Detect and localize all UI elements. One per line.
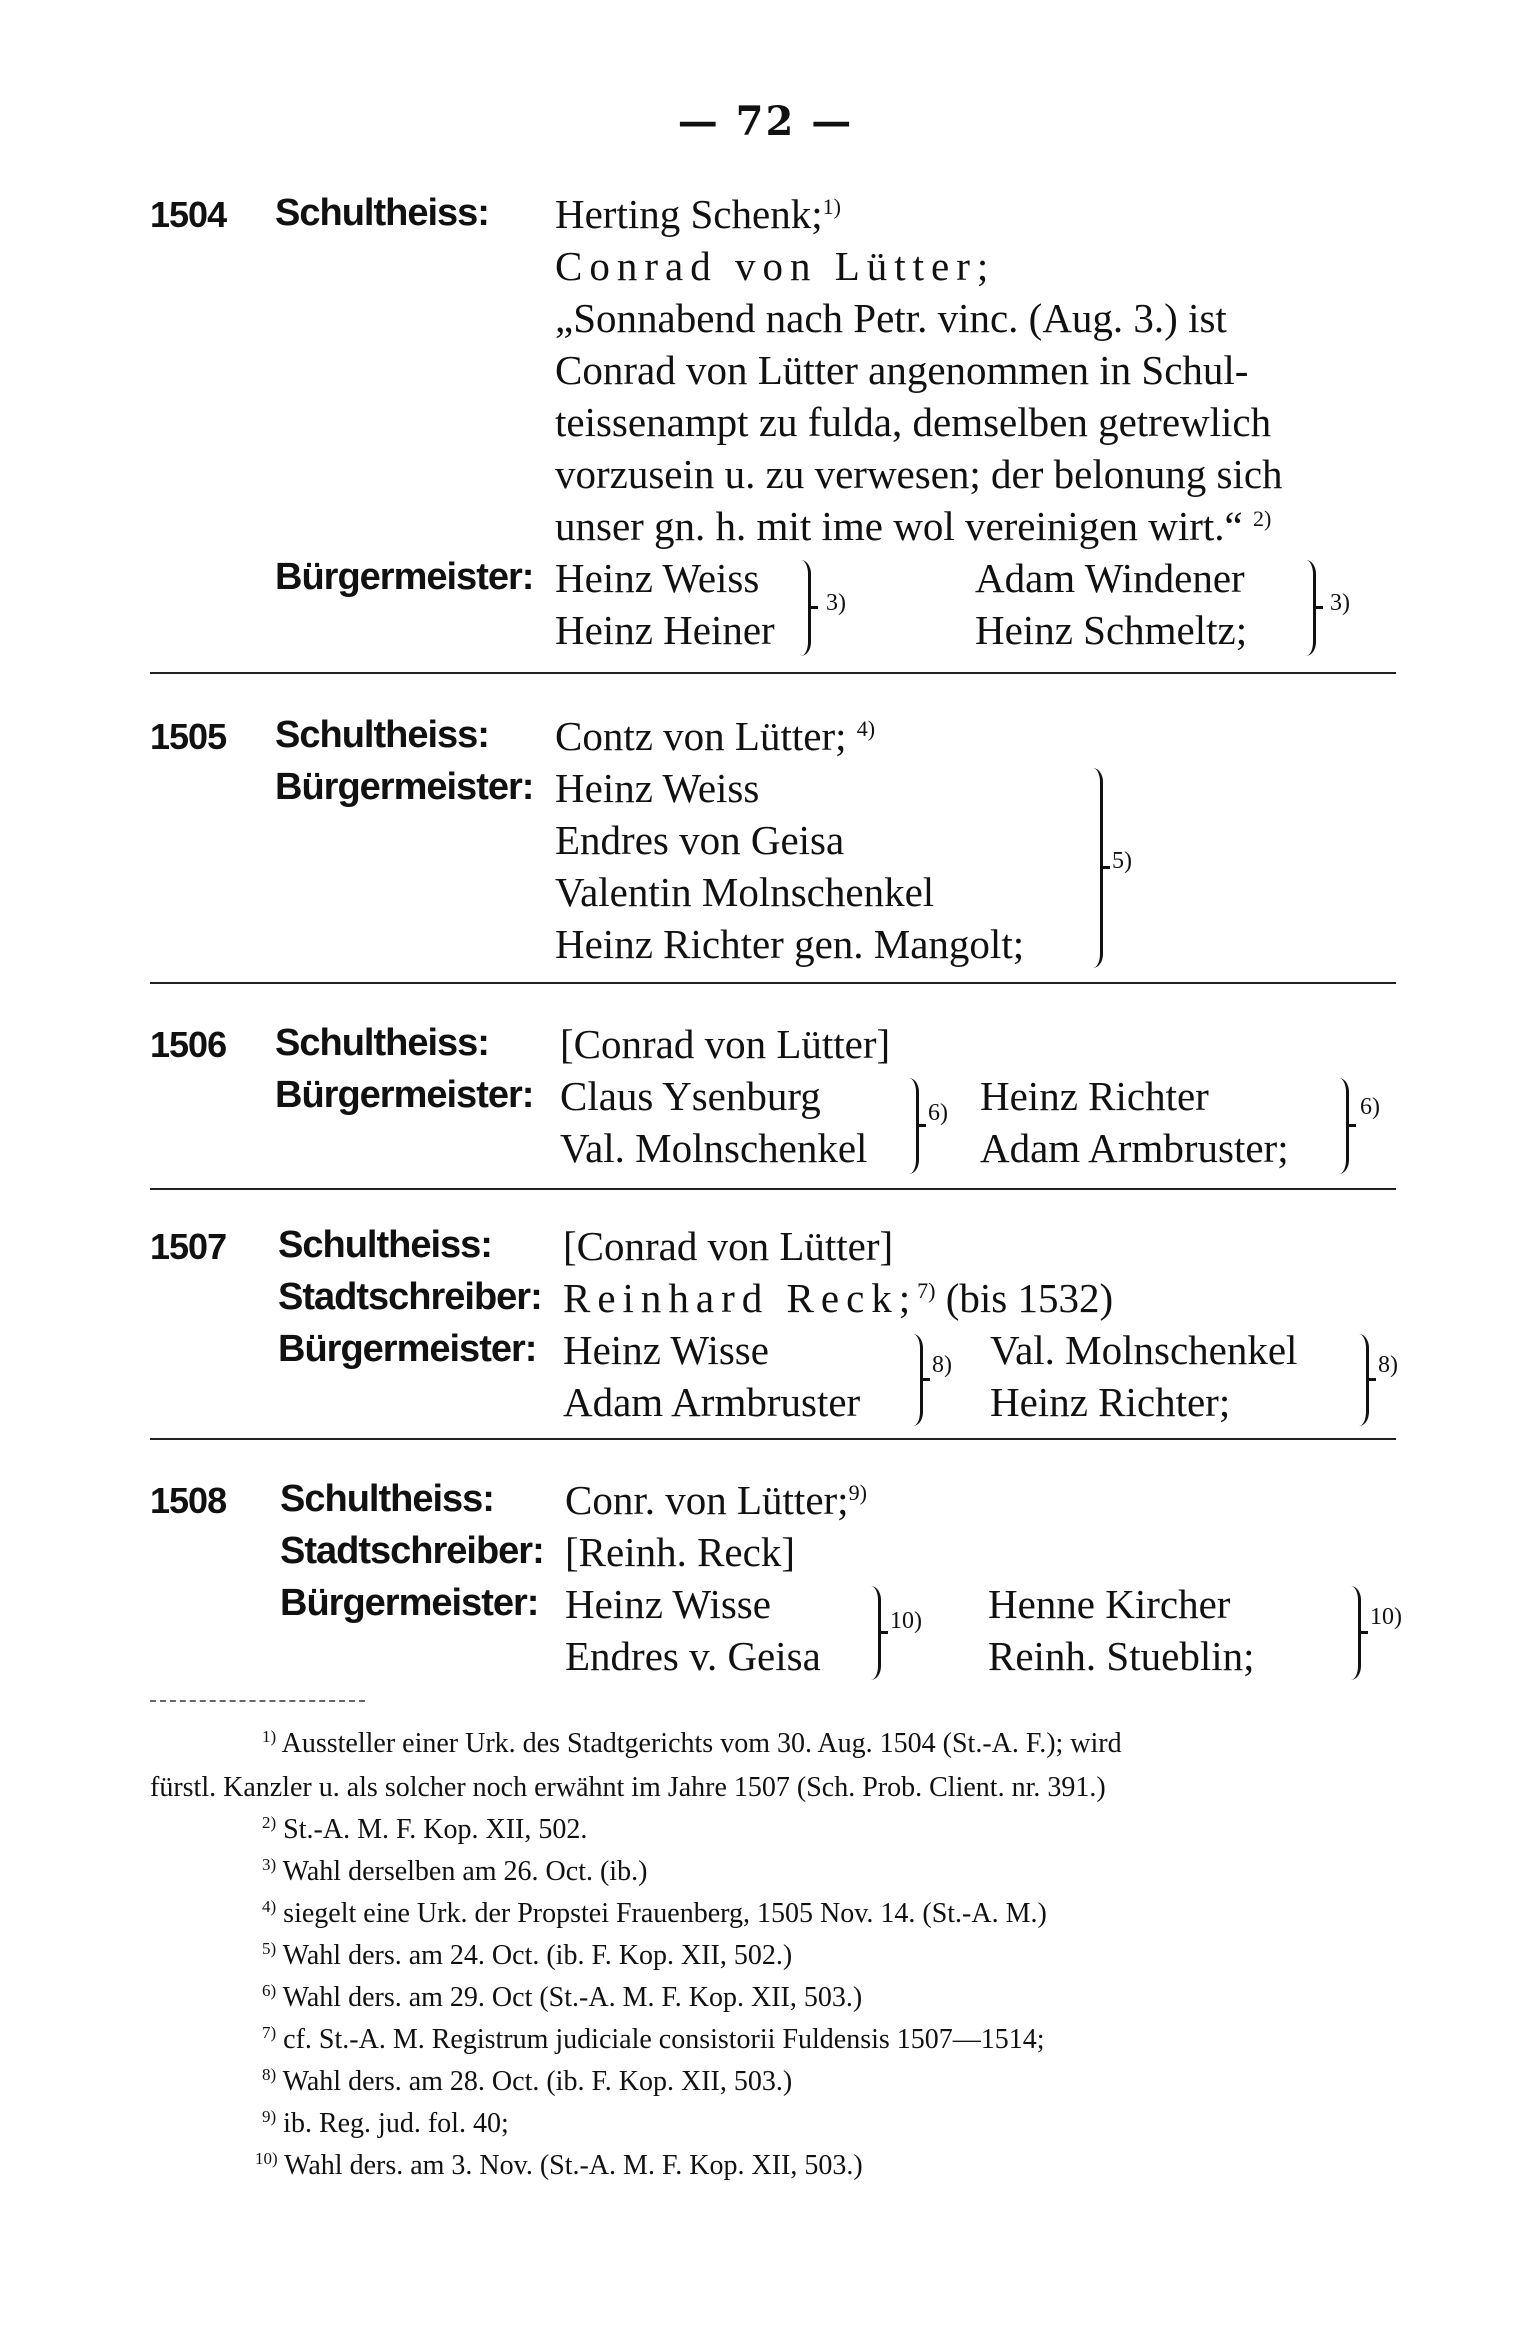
buergermeister-label-1505: Bürgermeister: <box>275 766 534 808</box>
schultheiss-1505: Contz von Lütter; $^{4)}$ <box>555 713 876 759</box>
bm-1507-left-0: Heinz Wisse <box>563 1327 769 1373</box>
footnote-1-cont: fürstl. Kanzler u. als solcher noch erwähnt im Jahre 1507 (Sch. Prob. Client. nr. 391.) <box>150 1772 1106 1803</box>
schultheiss-1507: [Conrad von Lütter] <box>563 1223 894 1269</box>
bm-1506-left-1: Val. Molnschenkel <box>560 1125 868 1171</box>
schultheiss-label-1507: Schultheiss: <box>278 1224 492 1266</box>
buergermeister-label-1507: Bürgermeister: <box>278 1328 537 1370</box>
bm-1508-left-0: Heinz Wisse <box>565 1581 771 1627</box>
schultheiss-1508: Conr. von Lütter;$^{9)}$ <box>565 1477 867 1523</box>
schultheiss-line-1504-0: Herting Schenk;$^{1)}$ <box>555 191 841 237</box>
schultheiss-line-1504-6: unser gn. h. mit ime wol vereinigen wirt.“ $^{2)}$ <box>555 503 1272 549</box>
footnote-5: $^{5)}$ Wahl ders. am 24. Oct. (ib. F. Kop. XII, 502.) <box>262 1939 793 1971</box>
footnote-2: $^{2)}$ St.-A. M. F. Kop. XII, 502. <box>262 1813 588 1845</box>
schultheiss-label-1506: Schultheiss: <box>275 1022 489 1064</box>
note-1504-left: 3) <box>826 590 846 616</box>
schultheiss-line-1504-3: Conrad von Lütter angenommen in Schul- <box>555 347 1249 393</box>
stadtschreiber-1508: [Reinh. Reck] <box>565 1529 795 1575</box>
schultheiss-1506: [Conrad von Lütter] <box>560 1021 891 1067</box>
note-1507-right: 8) <box>1378 1352 1398 1378</box>
brace-1506-left <box>908 1078 919 1174</box>
bm-1504-left-1: Heinz Heiner <box>555 607 775 653</box>
brace-1505 <box>1092 768 1103 968</box>
bm-1505-3: Heinz Richter gen. Mangolt; <box>555 921 1025 967</box>
bm-1507-right-1: Heinz Richter; <box>990 1379 1231 1425</box>
brace-1508-right <box>1350 1586 1361 1680</box>
divider-1507 <box>150 1438 1396 1440</box>
schultheiss-label-1508: Schultheiss: <box>280 1478 494 1520</box>
brace-1507-right <box>1358 1334 1369 1426</box>
divider-1506 <box>150 1188 1396 1190</box>
brace-1506-right <box>1338 1078 1349 1174</box>
footnote-1: $^{1)}$ Aussteller einer Urk. des Stadtgerichts vom 30. Aug. 1504 (St.-A. F.); wird <box>262 1727 1122 1759</box>
divider-1504 <box>150 672 1396 674</box>
schultheiss-label-1504: Schultheiss: <box>275 192 489 234</box>
schultheiss-line-1504-5: vorzusein u. zu verwesen; der belonung sich <box>555 451 1283 497</box>
stadtschreiber-label-1507: Stadtschreiber: <box>278 1276 542 1318</box>
brace-1508-left <box>870 1586 881 1680</box>
footnote-8: $^{8)}$ Wahl ders. am 28. Oct. (ib. F. Kop. XII, 503.) <box>262 2065 793 2097</box>
bm-1506-right-0: Heinz Richter <box>980 1073 1209 1119</box>
brace-1507-left <box>912 1334 923 1426</box>
bm-1504-left-0: Heinz Weiss <box>555 555 760 601</box>
buergermeister-label-1508: Bürgermeister: <box>280 1582 539 1624</box>
bm-1507-left-1: Adam Armbruster <box>563 1379 861 1425</box>
bm-1505-1: Endres von Geisa <box>555 817 845 863</box>
bm-1504-right-0: Adam Windener <box>975 555 1245 601</box>
stadtschreiber-label-1508: Stadtschreiber: <box>280 1530 544 1572</box>
schultheiss-line-1504-1: Conrad von Lütter; <box>555 243 996 289</box>
footnote-4: $^{4)}$ siegelt eine Urk. der Propstei Frauenberg, 1505 Nov. 14. (St.-A. M.) <box>262 1897 1047 1929</box>
bm-1505-0: Heinz Weiss <box>555 765 760 811</box>
page-number: — 72 — <box>677 98 854 145</box>
buergermeister-label-1506: Bürgermeister: <box>275 1074 534 1116</box>
brace-1504-left <box>800 560 811 656</box>
note-1505: 5) <box>1112 848 1132 874</box>
bm-1507-right-0: Val. Molnschenkel <box>990 1327 1298 1373</box>
brace-1504-right <box>1305 560 1316 656</box>
note-1506-right: 6) <box>1360 1094 1380 1120</box>
bm-1508-left-1: Endres v. Geisa <box>565 1633 821 1679</box>
year-1506: 1506 <box>150 1024 227 1065</box>
note-1506-left: 6) <box>928 1100 948 1126</box>
stadtschreiber-1507: Reinhard Reck;$^{7)}$ (bis 1532) <box>563 1275 1114 1321</box>
divider-1505 <box>150 982 1396 984</box>
schultheiss-label-1505: Schultheiss: <box>275 714 489 756</box>
footnote-7: $^{7)}$ cf. St.-A. M. Registrum judiciale consistorii Fuldensis 1507—1514; <box>262 2023 1045 2055</box>
note-1508-right: 10) <box>1370 1604 1402 1630</box>
bm-1505-2: Valentin Molnschenkel <box>555 869 935 915</box>
footnote-6: $^{6)}$ Wahl ders. am 29. Oct (St.-A. M. F. Kop. XII, 503.) <box>262 1981 863 2013</box>
note-1508-left: 10) <box>890 1608 922 1634</box>
footnote-3: $^{3)}$ Wahl derselben am 26. Oct. (ib.) <box>262 1855 648 1887</box>
bm-1508-right-1: Reinh. Stueblin; <box>988 1633 1255 1679</box>
bm-1504-right-1: Heinz Schmeltz; <box>975 607 1248 653</box>
schultheiss-line-1504-2: „Sonnabend nach Petr. vinc. (Aug. 3.) ist <box>555 295 1227 341</box>
note-1504-right: 3) <box>1330 590 1350 616</box>
year-1504: 1504 <box>150 194 227 235</box>
bm-1506-left-0: Claus Ysenburg <box>560 1073 821 1119</box>
footnote-separator <box>150 1700 365 1702</box>
footnote-10: $^{10)}$ Wahl ders. am 3. Nov. (St.-A. M. F. Kop. XII, 503.) <box>255 2149 863 2181</box>
bm-1506-right-1: Adam Armbruster; <box>980 1125 1289 1171</box>
bm-1508-right-0: Henne Kircher <box>988 1581 1231 1627</box>
buergermeister-label-1504: Bürgermeister: <box>275 556 534 598</box>
year-1505: 1505 <box>150 716 227 757</box>
footnote-9: $^{9)}$ ib. Reg. jud. fol. 40; <box>262 2107 509 2139</box>
note-1507-left: 8) <box>932 1352 952 1378</box>
year-1507: 1507 <box>150 1226 227 1267</box>
schultheiss-line-1504-4: teissenampt zu fulda, demselben getrewlich <box>555 399 1272 445</box>
year-1508: 1508 <box>150 1480 227 1521</box>
